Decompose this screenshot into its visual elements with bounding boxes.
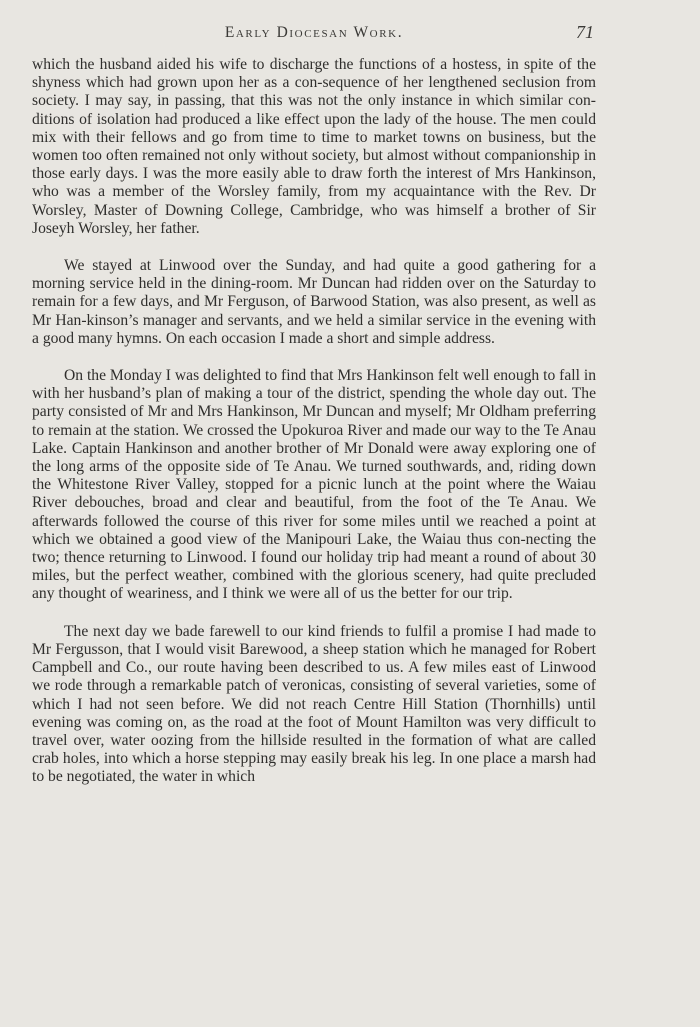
body-text <box>32 56 596 787</box>
paragraph-4: The next day we bade farewell to our kind friends to fulfil a promise I had made to Mr Fergusson, that I would visit Barewood, a sheep station which he managed for Robert Campbell and Co., our route having been described to us. A few miles east of Linwood we rode through a remarkable patch of veronicas, consisting of several varieties, some of which I had not seen before. We did not reach Centre Hill Station (Thornhills) until evening was coming on, as the road at the foot of Mount Hamilton was very difficult to travel over, water oozing from the hillside resulted in the formation of what are called crab holes, into which a horse stepping may easily break his leg. In one place a marsh had to be negotiated, the water in which <box>32 622 596 786</box>
page-number: 71 <box>576 22 594 42</box>
running-head: Early Diocesan Work. <box>224 24 404 41</box>
paragraph-2: We stayed at Linwood over the Sunday, and had quite a good gathering for a morning service held in the dining-room. Mr Duncan had ridden over on the Saturday to remain for a few days, and Mr Ferguson, of Barwood Station, was also present, as well as Mr Han-kinson’s manager and servants, and we held a similar service in the evening with a good many hymns. On each occasion I made a short and simple address. <box>32 257 596 347</box>
page-header <box>32 20 596 46</box>
book-page <box>32 20 596 1020</box>
paragraph-1: which the husband aided his wife to discharge the functions of a hostess, in spite of the shyness which had grown upon her as a con-sequence of her lengthened seclusion from society. I may say, in passing, that this was not the only instance in which similar con-ditions of isolation had produced a like effect upon the lady of the house. The men could mix with their fellows and go from time to time to market towns on business, but the women too often remained not only without society, but almost without companionship in those early days. I was the more easily able to draw forth the interest of Mrs Hankinson, who was a member of the Worsley family, from my acquaintance with the Rev. Dr Worsley, Master of Downing College, Cambridge, who was himself a brother of Sir Joseyh Worsley, her father. <box>32 56 596 237</box>
paragraph-3: On the Monday I was delighted to find that Mrs Hankinson felt well enough to fall in with her husband’s plan of making a tour of the district, spending the whole day out. The party consisted of Mr and Mrs Hankinson, Mr Duncan and myself; Mr Oldham preferring to remain at the station. We crossed the Upokuroa River and made our way to the Te Anau Lake. Captain Hankinson and another brother of Mr Donald were away exploring one of the long arms of the opposite side of Te Anau. We turned southwards, and, riding down the Whitestone River Valley, stopped for a picnic lunch at the point where the Waiau River debouches, broad and clear and beautiful, from the foot of the Te Anau. We afterwards followed the course of this river for some miles until we reached a point at which we obtained a good view of the Manipouri Lake, the Waiau thus con-necting the two; thence returning to Linwood. I found our holiday trip had meant a round of about 30 miles, but the perfect weather, combined with the glorious scenery, had quite precluded any thought of weariness, and I think we were all of us the better for our trip. <box>32 367 596 603</box>
